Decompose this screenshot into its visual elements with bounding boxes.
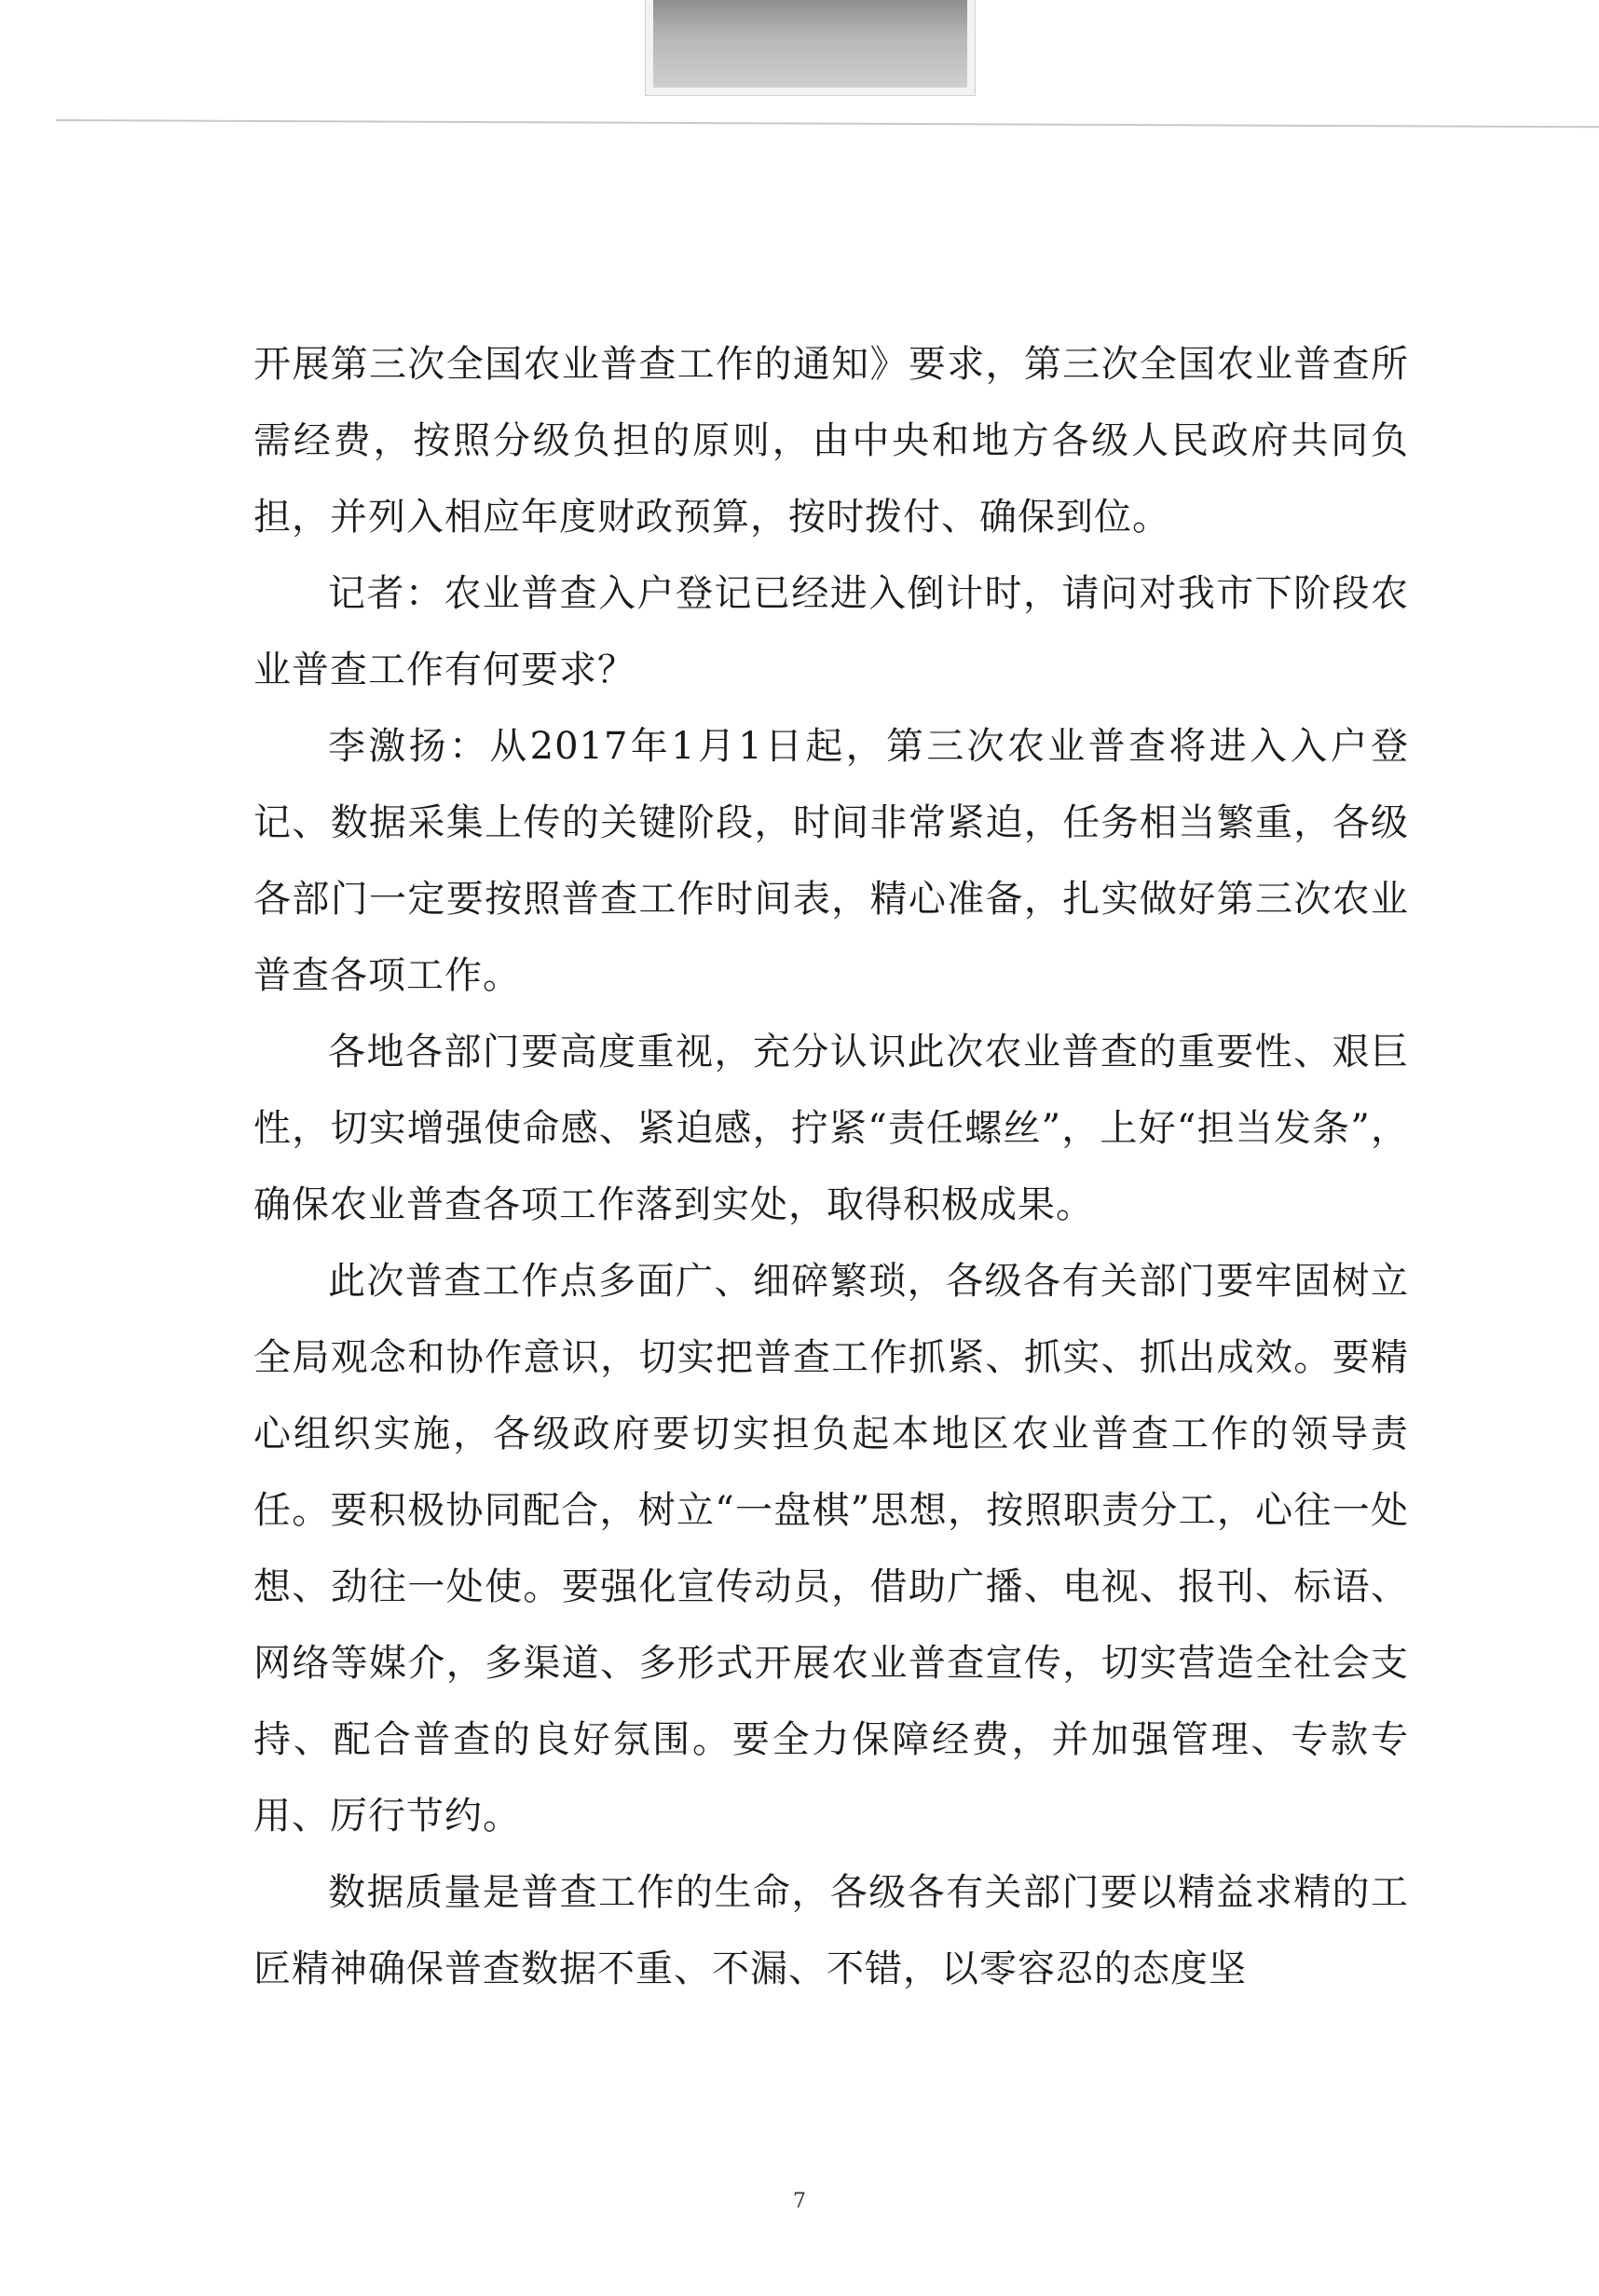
- paragraph-reporter-question: 记者：农业普查入户登记已经进入倒计时，请问对我市下阶段农业普查工作有何要求？: [253, 572, 1409, 691]
- paragraph-li-answer: 李激扬：从2017年1月1日起，第三次农业普查将进入入户登记、数据采集上传的关键阶段，时间非常紧迫，任务相当繁重，各级各部门一定要按照普查工作时间表，精心准备，扎实做好第三次农业普查各项工作。: [253, 725, 1409, 997]
- paragraph-data-quality: 数据质量是普查工作的生命，各级各有关部门要以精益求精的工匠精神确保普查数据不重、不漏、不错，以零容忍的态度坚: [253, 1871, 1409, 1990]
- document-body: [253, 326, 1409, 2007]
- page-number: 7: [793, 2190, 806, 2213]
- paragraph-coordination: 此次普查工作点多面广、细碎繁琐，各级各有关部门要牢固树立全局观念和协作意识，切实把普查工作抓紧、抓实、抓出成效。要精心组织实施，各级政府要切实担负起本地区农业普查工作的领导责任。要积极协同配合，树立“一盘棋”思想，按照职责分工，心往一处想、劲往一处使。要强化宣传动员，借助广播、电视、报刊、标语、网络等媒介，多渠道、多形式开展农业普查宣传，切实营造全社会支持、配合普查的良好氛围。要全力保障经费，并加强管理、专款专用、厉行节约。: [253, 1260, 1409, 1838]
- top-rule: [56, 119, 1599, 128]
- scan-frame-mark: [646, 0, 975, 95]
- paragraph-continuation: 开展第三次全国农业普查工作的通知》要求，第三次全国农业普查所需经费，按照分级负担的原则，由中央和地方各级人民政府共同负担，并列入相应年度财政预算，按时拨付、确保到位。: [253, 343, 1409, 539]
- paragraph-attention: 各地各部门要高度重视，充分认识此次农业普查的重要性、艰巨性，切实增强使命感、紧迫感，拧紧“责任螺丝”，上好“担当发条”，确保农业普查各项工作落到实处，取得积极成果。: [253, 1031, 1409, 1226]
